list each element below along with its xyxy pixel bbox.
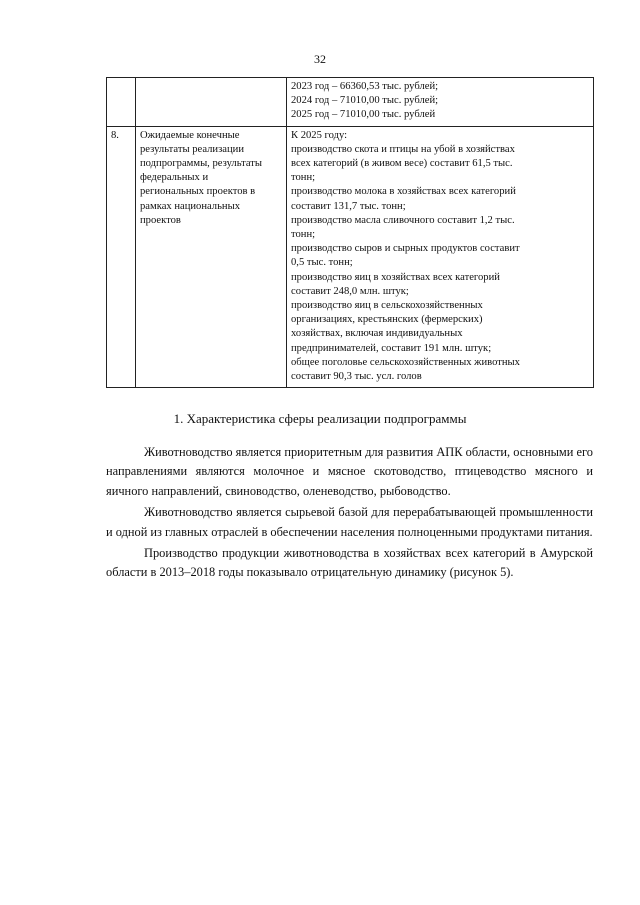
cell-text-line: К 2025 году: bbox=[291, 129, 348, 141]
cell-text-line: производство яиц в сельскохозяйственных bbox=[291, 300, 483, 312]
cell-text-line: производство масла сливочного составит 1,2 тыс. bbox=[291, 214, 515, 226]
subprogram-passport-table bbox=[106, 77, 594, 388]
cell-text-line: производство молока в хозяйствах всех категорий bbox=[291, 186, 516, 198]
body-text bbox=[106, 443, 593, 583]
cell-text-line: производство сыров и сырных продуктов составит bbox=[291, 243, 520, 255]
cell-text-line: производство яиц в хозяйствах всех категорий bbox=[291, 271, 500, 283]
cell-text-line: 2023 год – 66360,53 тыс. рублей; bbox=[291, 81, 439, 92]
paragraph: Животноводство является приоритетным для развития АПК области, основными его направлениями являются молочное и мясное скотоводство, птицеводство мясного и яичного направлений, свиноводство, оленеводство, рыбоводство. bbox=[106, 445, 593, 498]
cell-text-line: результаты реализации bbox=[140, 143, 244, 155]
page-number: 32 bbox=[314, 52, 326, 66]
cell-text-line: федеральных и bbox=[140, 172, 209, 184]
cell-text-line: хозяйствах, включая индивидуальных bbox=[291, 328, 463, 340]
cell-text-line: 0,5 тыс. тонн; bbox=[291, 257, 353, 269]
cell-text-line: тонн; bbox=[291, 229, 316, 241]
row-name-cell bbox=[136, 78, 287, 127]
row-value-cell bbox=[287, 78, 594, 127]
cell-text-line: общее поголовье сельскохозяйственных животных bbox=[291, 356, 520, 368]
section-title: 1. Характеристика сферы реализации подпрограммы bbox=[173, 411, 467, 426]
cell-text-line: рамках национальных bbox=[140, 200, 241, 212]
cell-text-line: тонн; bbox=[291, 172, 316, 184]
row-name-cell bbox=[136, 126, 287, 388]
cell-text-line: составит 248,0 млн. штук; bbox=[291, 285, 409, 297]
row-number-cell bbox=[107, 78, 136, 127]
cell-text-line: 2025 год – 71010,00 тыс. рублей bbox=[291, 109, 436, 121]
row-number-cell: 8. bbox=[107, 126, 136, 388]
cell-text-line: составит 90,3 тыс. усл. голов bbox=[291, 371, 422, 383]
cell-text-line: 2024 год – 71010,00 тыс. рублей; bbox=[291, 95, 439, 107]
cell-text-line: подпрограммы, результаты bbox=[140, 158, 263, 170]
row-value-cell bbox=[287, 126, 594, 388]
paragraph: Производство продукции животноводства в хозяйствах всех категорий в Амурской области в 2013–2018 годы показывало отрицательную динамику (рисунок 5). bbox=[106, 546, 593, 580]
cell-text-line: предпринимателей, составит 191 млн. штук; bbox=[291, 342, 492, 354]
cell-text-line: региональных проектов в bbox=[140, 186, 256, 198]
cell-text-line: составит 131,7 тыс. тонн; bbox=[291, 200, 406, 212]
cell-text-line: производство скота и птицы на убой в хозяйствах bbox=[291, 143, 515, 155]
cell-text-line: проектов bbox=[140, 214, 181, 226]
cell-text-line: всех категорий (в живом весе) составит 61,5 тыс. bbox=[291, 158, 513, 170]
paragraph: Животноводство является сырьевой базой для перерабатывающей промышленности и одной из главных отраслей в обеспечении населения полноценными продуктами питания. bbox=[106, 505, 593, 539]
cell-text-line: организациях, крестьянских (фермерских) bbox=[291, 314, 483, 326]
cell-text-line: Ожидаемые конечные bbox=[140, 129, 240, 141]
table-row-financing-continuation bbox=[107, 78, 594, 127]
table-row-expected-results bbox=[107, 126, 594, 388]
